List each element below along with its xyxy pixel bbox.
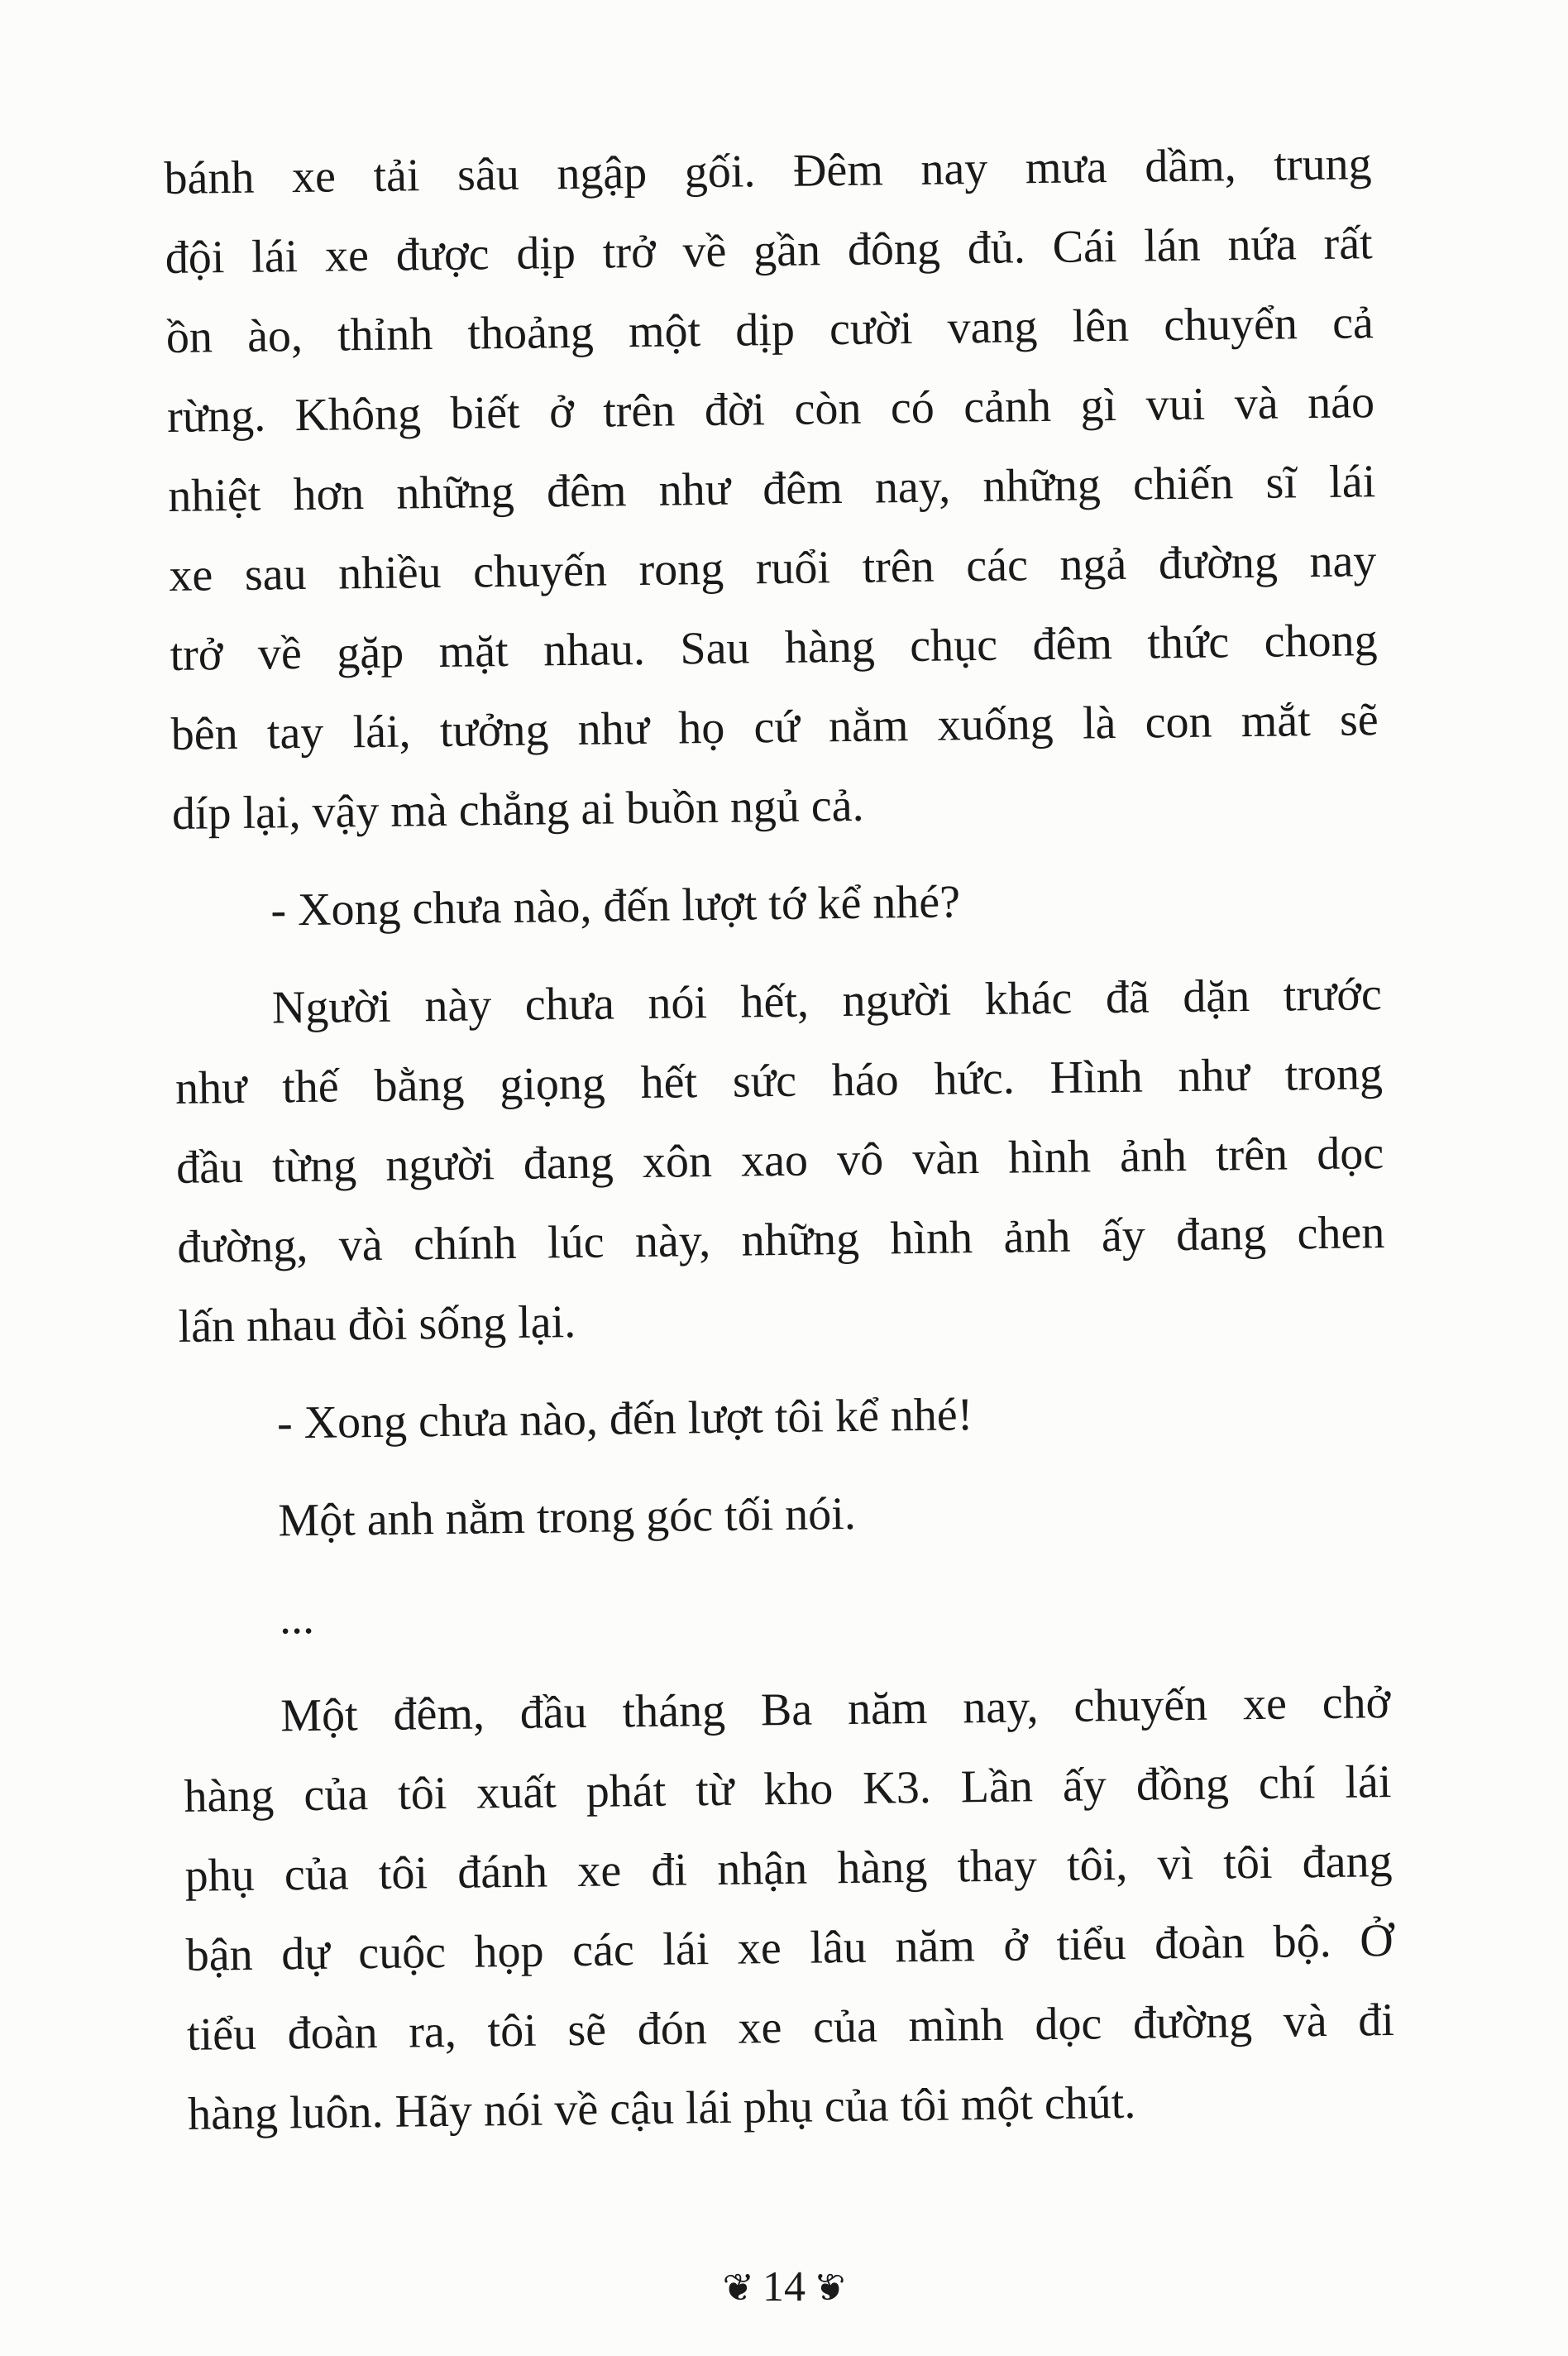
paragraph xyxy=(174,955,1386,1367)
text-line: - Xong chưa nào, đến lượt tớ kể nhé? xyxy=(270,876,961,936)
paragraph xyxy=(183,1663,1396,2154)
text-line: lấn nhau đòi sống lại. xyxy=(178,1296,576,1353)
text-line: đầu từng người đang xôn xao vô vàn hình ảnh trên dọc xyxy=(175,1128,1384,1194)
dialogue-paragraph xyxy=(173,857,1381,951)
text-line: díp lại, vậy mà chẳng ai buồn ngủ cả. xyxy=(171,779,864,840)
text-line: tiểu đoàn ra, tôi sẽ đón xe của mình dọc đường và đi xyxy=(186,1994,1395,2061)
ornament-right-icon: ❦ xyxy=(814,2267,846,2309)
text-line: như thế bằng giọng hết sức háo hức. Hình như trong xyxy=(174,1048,1384,1114)
text-line: bận dự cuộc họp các lái xe lâu năm ở tiểu đoàn bộ. Ở xyxy=(185,1915,1394,1981)
text-line: bên tay lái, tưởng như họ cứ nằm xuống là con mắt sẽ xyxy=(170,694,1379,760)
text-line: - Xong chưa nào, đến lượt tôi kể nhé! xyxy=(276,1389,973,1449)
page-footer xyxy=(0,2263,1568,2311)
text-line: Một anh nằm trong góc tối nói. xyxy=(278,1487,857,1547)
text-line: phụ của tôi đánh xe đi nhận hàng thay tôi, vì tôi đang xyxy=(184,1836,1393,1902)
text-line: đội lái xe được dịp trở về gần đông đủ. Cái lán nứa rất xyxy=(165,218,1374,284)
text-line: rừng. Không biết ở trên đời còn có cảnh gì vui và náo xyxy=(166,376,1375,443)
text-line: ồn ào, thỉnh thoảng một dịp cười vang lên chuyển cả xyxy=(165,297,1374,363)
text-line: xe sau nhiều chuyến rong ruổi trên các ngả đường nay xyxy=(169,535,1377,601)
text-line: Một đêm, đầu tháng Ba năm nay, chuyến xe chở xyxy=(280,1677,1391,1742)
dialogue-paragraph xyxy=(179,1370,1387,1464)
text-line: bánh xe tải sâu ngập gối. Đêm nay mưa dầm, trung xyxy=(164,138,1372,204)
text-line: hàng luôn. Hãy nói về cậu lái phụ của tôi một chút. xyxy=(187,2076,1136,2140)
text-line: nhiệt hơn những đêm như đêm nay, những chiến sĩ lái xyxy=(167,456,1376,522)
text-line: ... xyxy=(279,1592,315,1645)
page-body xyxy=(164,124,1396,2172)
text-line: trở về gặp mặt nhau. Sau hàng chục đêm thức chong xyxy=(170,615,1378,681)
text-line: đường, và chính lúc này, những hình ảnh ấy đang chen xyxy=(176,1207,1385,1273)
page-number: 14 xyxy=(762,2263,806,2311)
paragraph xyxy=(164,124,1379,854)
text-line: hàng của tôi xuất phát từ kho K3. Lần ấy đồng chí lái xyxy=(184,1756,1392,1822)
dialogue-paragraph xyxy=(181,1565,1389,1659)
text-line: Người này chưa nói hết, người khác đã dặn trước xyxy=(271,969,1383,1034)
ornament-left-icon: ❦ xyxy=(722,2267,754,2309)
dialogue-paragraph xyxy=(180,1468,1389,1562)
